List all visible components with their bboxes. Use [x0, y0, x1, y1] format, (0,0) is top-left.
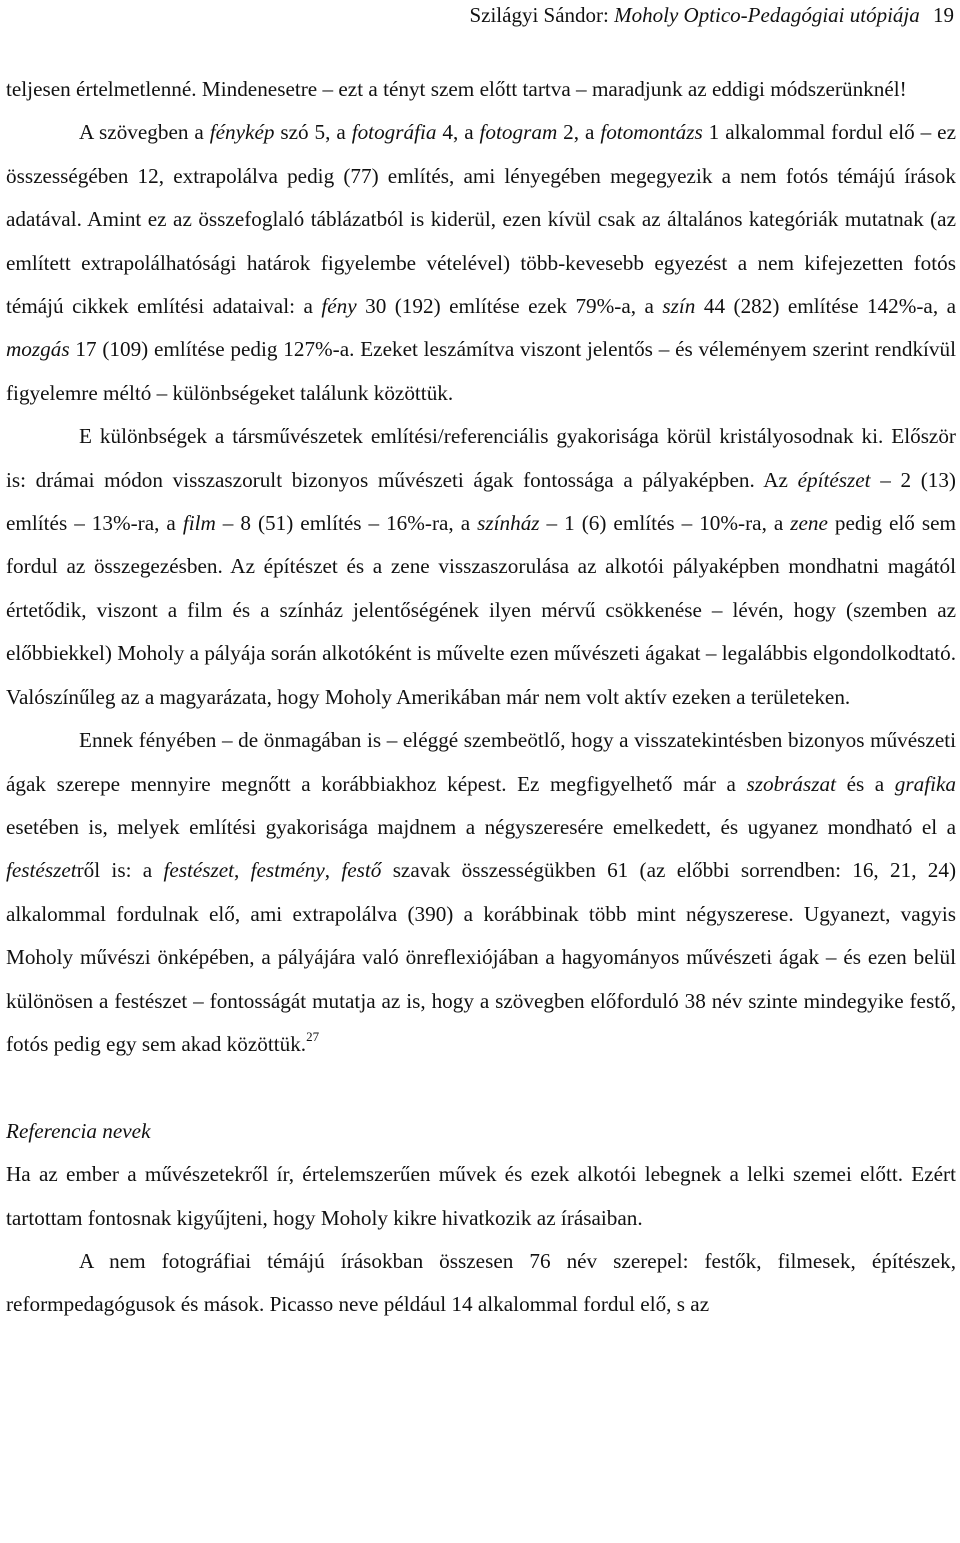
term-italic: festészet: [6, 858, 77, 883]
term-italic: szobrászat: [746, 771, 836, 796]
paragraph-3: [6, 415, 956, 719]
text-run: 1 alkalommal fordul elő – ez összességében 12, extrapolálva pedig (77) említés, ami lényegében megegyezik a nem fotós témájú írások adatával. Amint ez az összefoglaló táblázatból is kiderül, ezen kívül csak az általános kategóriák mutatnak (az említett extrapolálhatósági határok figyelembe vételével) több-kevesebb egyezést a nem kifejezetten fotós témájú cikkek említési adataival: a: [6, 120, 956, 319]
text-run: – 2 (13) említés – 13%-ra, a: [6, 467, 956, 536]
term-italic: zene: [790, 511, 828, 536]
text-run: ről is: a: [76, 858, 164, 883]
text-run: 44 (282) említése 142%-a, a: [695, 294, 957, 319]
text-run: ,: [324, 858, 342, 883]
paragraph-text: A nem fotográfiai témájú írásokban összesen 76 név szerepel: festők, filmesek, építészek, reformpedagógusok és mások. Picasso neve például 14 alkalommal fordul elő, s az: [6, 1248, 956, 1317]
text-run: pedig elő sem fordul az összegezésben. Az építészet és a zene visszaszorulása az alkotói pályaképben mondhatni magától értetődik, viszont a film és a színház jelentőségének ilyen mérvű csökkenése – lévén, hogy (szemben az előbbiekkel) Moholy a pályája során alkotóként is művelte ezen művészeti ágakat – legalábbis elgondolkodtató. Valószínűleg az a magyarázata, hogy Moholy Amerikában már nem volt aktív ezeken a területeken.: [6, 511, 957, 709]
term-italic: festészet: [163, 858, 235, 883]
text-run: 17 (109) említése pedig 127%-a. Ezeket leszámítva viszont jelentős – és véleményem szerint rendkívül figyelemre méltó – különbségeket találunk közöttük.: [6, 337, 956, 405]
paragraph-4: [6, 719, 956, 1066]
paragraph-1: [6, 68, 956, 111]
term-italic: film: [182, 511, 216, 536]
text-run: – 1 (6) említés – 10%-ra, a: [539, 511, 791, 536]
text-run: Ennek fényében – de önmagában is – eléggé szembeötlő, hogy a visszatekintésben bizonyos művészeti ágak szerepe mennyire megnőtt a korábbiakhoz képest. Ez megfigyelhető már a: [6, 728, 956, 796]
term-italic: fotomontázs: [600, 120, 703, 145]
text-run: esetében is, melyek említési gyakorisága majdnem a négyszeresére emelkedett, és ugyanez mondható el a: [6, 814, 956, 839]
text-run: szó 5, a: [274, 120, 352, 145]
term-italic: színház: [477, 511, 540, 536]
footnote-marker: 27: [306, 1028, 320, 1044]
term-italic: fotogram: [479, 120, 558, 145]
paragraph-6: [6, 1240, 956, 1327]
term-italic: festmény: [250, 858, 325, 883]
text-run: A szövegben a: [79, 120, 210, 145]
paragraph-5: [6, 1153, 956, 1240]
term-italic: festő: [341, 858, 382, 883]
text-run: – 8 (51) említés – 16%-ra, a: [215, 511, 478, 536]
term-italic: fotográfia: [351, 120, 437, 145]
term-italic: szín: [662, 294, 696, 319]
text-run: és a: [836, 771, 895, 796]
section-spacer: [6, 1066, 956, 1109]
text-run: E különbségek a társművészetek említési/referenciális gyakorisága körül kristályosodnak ki. Először is: drámai módon visszaszorult bizonyos művészeti ágak fontossága a pályaképben. Az: [6, 424, 956, 492]
text-run: 30 (192) említése ezek 79%-a, a: [356, 294, 663, 319]
header-title: Moholy Optico-Pedagógiai utópiája: [614, 3, 920, 27]
running-header: [469, 2, 954, 28]
text-run: 2, a: [557, 120, 601, 145]
paragraph-2: [6, 111, 956, 415]
term-italic: fénykép: [209, 120, 275, 145]
text-run: ,: [234, 858, 251, 883]
term-italic: fény: [321, 294, 357, 319]
paragraph-text: Ha az ember a művészetekről ír, értelemszerűen művek és ezek alkotói lebegnek a lelki szemei előtt. Ezért tartottam fontosnak kigyűjteni, hogy Moholy kikre hivatkozik az írásaiban.: [6, 1162, 956, 1230]
section-heading: Referencia nevek: [6, 1118, 151, 1143]
term-italic: mozgás: [6, 337, 70, 362]
text-run: szavak összességükben 61 (az előbbi sorrendben: 16, 21, 24) alkalommal fordulnak elő, ami extrapolálva (390) a korábbinak több mint négyszerese. Ugyanezt, vagyis Moholy művészi önképében, a pályájára való önreflexiójában a hagyományos művészeti ágak – és ezen belül különösen a festészet – fontosságát mutatja az is, hogy a szövegben előforduló 38 név szinte mindegyike festő, fotós pedig egy sem akad közöttük.: [6, 858, 957, 1056]
text-run: 4, a: [436, 120, 480, 145]
term-italic: építészet: [797, 467, 871, 492]
page-number: 19: [933, 3, 954, 27]
paragraph-text: teljesen értelmetlenné. Mindenesetre – ezt a tényt szem előtt tartva – maradjunk az eddigi módszerünknél!: [6, 77, 907, 101]
body-text: [6, 68, 956, 1327]
header-author: Szilágyi Sándor:: [469, 3, 609, 27]
term-italic: grafika: [894, 771, 956, 796]
